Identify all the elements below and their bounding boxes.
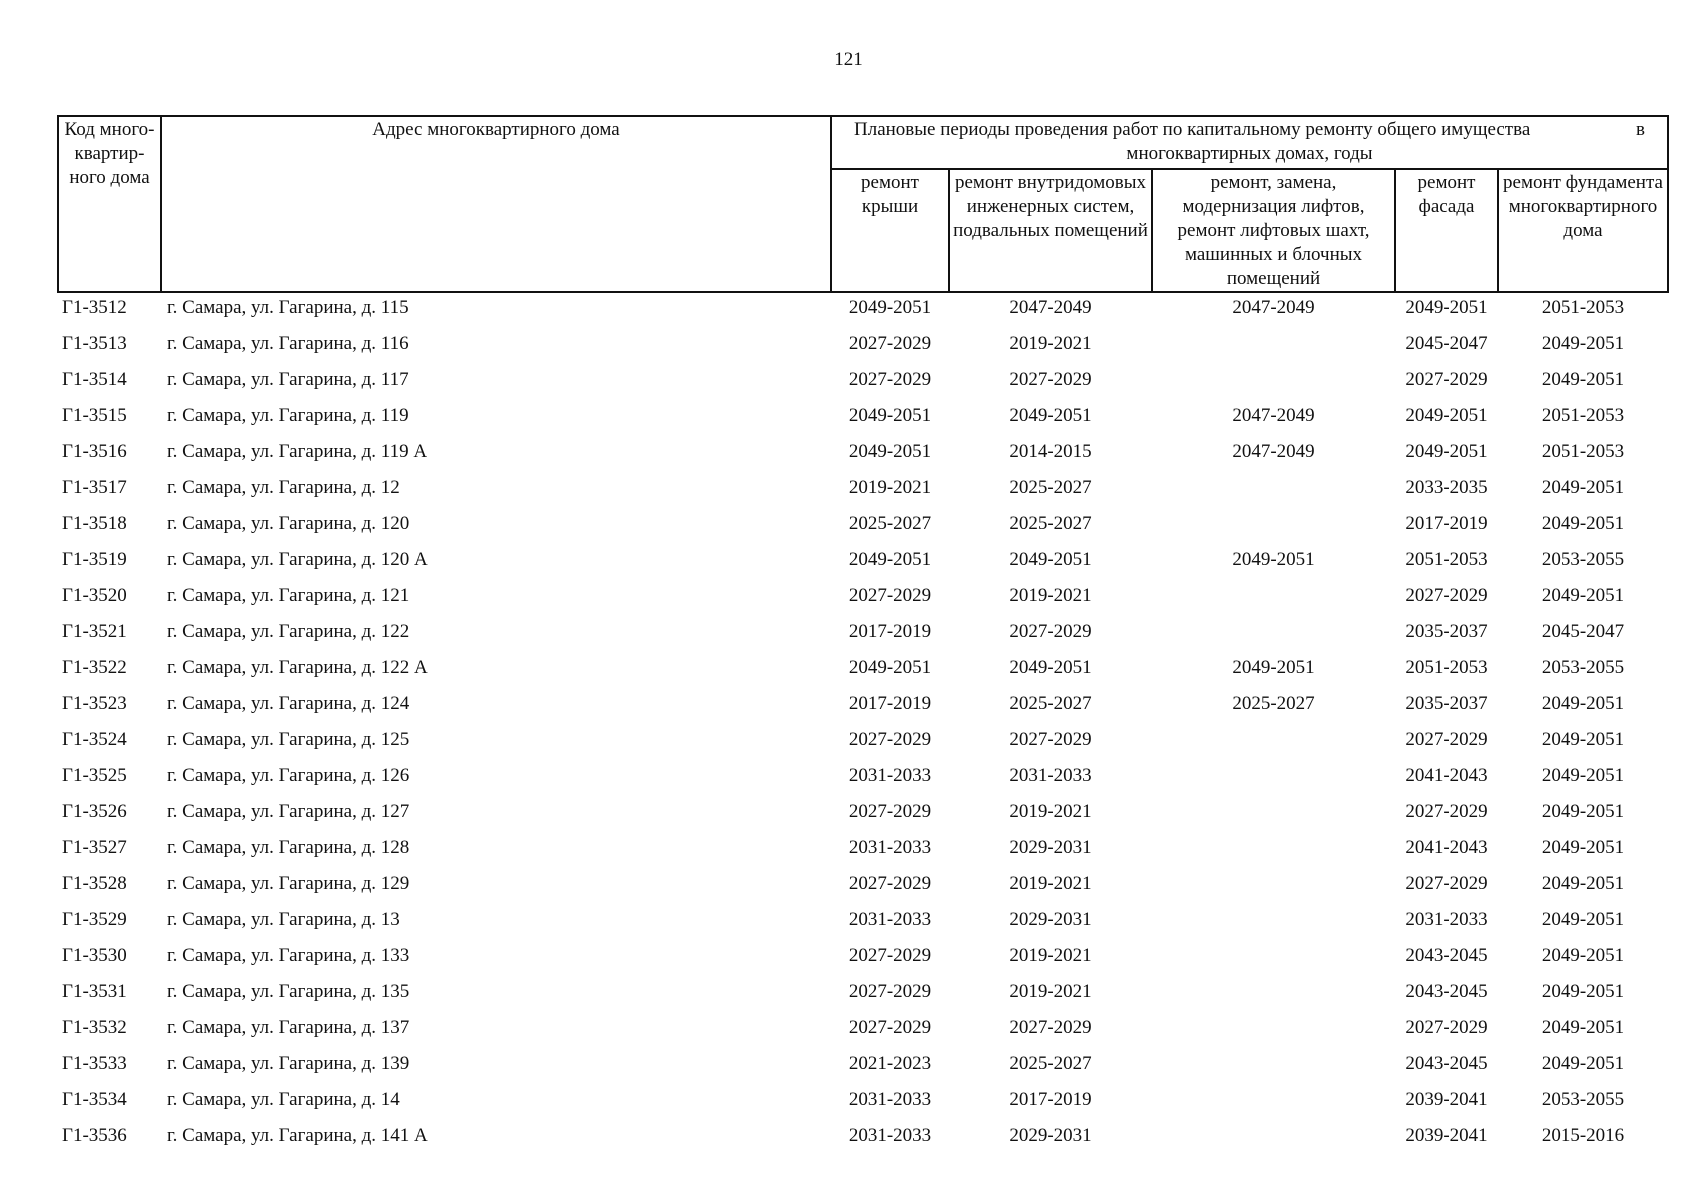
cell-address: г. Самара, ул. Гагарина, д. 124 — [167, 693, 410, 714]
header-elevators: ремонт, замена, модернизация лифтов, ремонт лифтовых шахт, машинных и блочных помещений — [1152, 169, 1395, 292]
cell-roof-period: 2027-2029 — [848, 981, 932, 1002]
cell-foundation-period: 2049-2051 — [1541, 765, 1625, 786]
header-roof: ремонт крыши — [831, 169, 949, 292]
cell-code: Г1-3530 — [62, 945, 127, 966]
cell-roof-period: 2027-2029 — [848, 729, 932, 750]
cell-code: Г1-3525 — [62, 765, 127, 786]
cell-roof-period: 2027-2029 — [848, 369, 932, 390]
cell-engineering-period: 2025-2027 — [1009, 513, 1092, 534]
cell-facade-period: 2039-2041 — [1405, 1125, 1488, 1146]
cell-foundation-period: 2049-2051 — [1541, 693, 1625, 714]
header-planned-periods — [831, 116, 1668, 169]
page-number: 121 — [834, 49, 863, 70]
cell-address: г. Самара, ул. Гагарина, д. 127 — [167, 801, 410, 822]
cell-elevators-period: 2047-2049 — [1232, 405, 1315, 426]
table-row — [58, 725, 1668, 761]
cell-foundation-period: 2051-2053 — [1541, 297, 1625, 318]
cell-elevators-period: 2047-2049 — [1232, 441, 1315, 462]
table-row — [58, 833, 1668, 869]
cell-engineering-period: 2049-2051 — [1009, 657, 1092, 678]
header-address: Адрес многоквартирного дома — [161, 116, 831, 292]
cell-facade-period: 2039-2041 — [1405, 1089, 1488, 1110]
cell-foundation-period: 2049-2051 — [1541, 837, 1625, 858]
cell-elevators-period — [1152, 617, 1395, 653]
cell-facade-period: 2045-2047 — [1405, 333, 1488, 354]
cell-code: Г1-3512 — [62, 297, 127, 318]
cell-address: г. Самара, ул. Гагарина, д. 133 — [167, 945, 410, 966]
cell-engineering-period: 2019-2021 — [1009, 585, 1092, 606]
table-header — [58, 116, 1668, 292]
cell-facade-period: 2027-2029 — [1405, 801, 1488, 822]
table-row — [58, 617, 1668, 653]
cell-elevators-period — [1152, 1049, 1395, 1085]
cell-engineering-period: 2019-2021 — [1009, 333, 1092, 354]
table-row — [58, 581, 1668, 617]
cell-engineering-period: 2029-2031 — [1009, 909, 1092, 930]
cell-foundation-period: 2015-2016 — [1541, 1125, 1625, 1146]
cell-roof-period: 2049-2051 — [848, 405, 932, 426]
cell-foundation-period: 2049-2051 — [1541, 873, 1625, 894]
cell-address: г. Самара, ул. Гагарина, д. 14 — [167, 1089, 400, 1110]
cell-facade-period: 2041-2043 — [1405, 837, 1488, 858]
cell-roof-period: 2049-2051 — [848, 549, 932, 570]
cell-address: г. Самара, ул. Гагарина, д. 121 — [167, 585, 410, 606]
cell-foundation-period: 2053-2055 — [1541, 657, 1625, 678]
cell-address: г. Самара, ул. Гагарина, д. 115 — [167, 297, 409, 318]
cell-facade-period: 2027-2029 — [1405, 873, 1488, 894]
cell-elevators-period — [1152, 509, 1395, 545]
cell-roof-period: 2027-2029 — [848, 801, 932, 822]
cell-code: Г1-3520 — [62, 585, 127, 606]
cell-address: г. Самара, ул. Гагарина, д. 120 — [167, 513, 410, 534]
header-foundation: ремонт фундамента многоквартирного дома — [1498, 169, 1668, 292]
cell-foundation-period: 2049-2051 — [1541, 909, 1625, 930]
cell-engineering-period: 2025-2027 — [1009, 477, 1092, 498]
cell-facade-period: 2027-2029 — [1405, 369, 1488, 390]
cell-facade-period: 2017-2019 — [1405, 513, 1488, 534]
cell-code: Г1-3513 — [62, 333, 127, 354]
cell-facade-period: 2027-2029 — [1405, 585, 1488, 606]
table-row — [58, 977, 1668, 1013]
cell-elevators-period — [1152, 797, 1395, 833]
table-row — [58, 941, 1668, 977]
cell-address: г. Самара, ул. Гагарина, д. 122 — [167, 621, 410, 642]
table-row — [58, 653, 1668, 689]
cell-foundation-period: 2049-2051 — [1541, 585, 1625, 606]
cell-foundation-period: 2049-2051 — [1541, 1053, 1625, 1074]
header-code: Код много-квартир-ного дома — [58, 116, 161, 292]
table-row — [58, 797, 1668, 833]
table-row — [58, 473, 1668, 509]
cell-roof-period: 2049-2051 — [848, 441, 932, 462]
table-row — [58, 1121, 1668, 1157]
cell-foundation-period: 2051-2053 — [1541, 405, 1625, 426]
cell-elevators-period — [1152, 329, 1395, 365]
cell-code: Г1-3532 — [62, 1017, 127, 1038]
cell-engineering-period: 2025-2027 — [1009, 1053, 1092, 1074]
cell-roof-period: 2017-2019 — [848, 693, 932, 714]
header-periods-line1-tail: в — [1636, 119, 1645, 140]
cell-facade-period: 2051-2053 — [1405, 549, 1488, 570]
cell-facade-period: 2035-2037 — [1405, 693, 1488, 714]
cell-foundation-period: 2049-2051 — [1541, 1017, 1625, 1038]
cell-engineering-period: 2029-2031 — [1009, 837, 1092, 858]
cell-engineering-period: 2049-2051 — [1009, 405, 1092, 426]
cell-address: г. Самара, ул. Гагарина, д. 141 А — [167, 1125, 428, 1146]
table-row — [58, 329, 1668, 365]
table-row — [58, 869, 1668, 905]
cell-elevators-period — [1152, 761, 1395, 797]
cell-facade-period: 2027-2029 — [1405, 1017, 1488, 1038]
cell-engineering-period: 2047-2049 — [1009, 297, 1092, 318]
table-row — [58, 365, 1668, 401]
cell-address: г. Самара, ул. Гагарина, д. 125 — [167, 729, 410, 750]
cell-engineering-period: 2029-2031 — [1009, 1125, 1092, 1146]
cell-engineering-period: 2049-2051 — [1009, 549, 1092, 570]
cell-engineering-period: 2031-2033 — [1009, 765, 1092, 786]
cell-address: г. Самара, ул. Гагарина, д. 137 — [167, 1017, 410, 1038]
cell-roof-period: 2027-2029 — [848, 945, 932, 966]
cell-engineering-period: 2027-2029 — [1009, 369, 1092, 390]
header-periods-line2: многоквартирных домах, годы — [1126, 143, 1373, 164]
table-row — [58, 1085, 1668, 1121]
cell-engineering-period: 2017-2019 — [1009, 1089, 1092, 1110]
cell-elevators-period — [1152, 941, 1395, 977]
cell-code: Г1-3515 — [62, 405, 127, 426]
table-row — [58, 437, 1668, 473]
cell-roof-period: 2031-2033 — [848, 1089, 932, 1110]
cell-code: Г1-3528 — [62, 873, 127, 894]
cell-roof-period: 2049-2051 — [848, 657, 932, 678]
cell-elevators-period: 2025-2027 — [1232, 693, 1315, 714]
header-engineering: ремонт внутридомовых инженерных систем, подвальных помещений — [949, 169, 1152, 292]
cell-roof-period: 2031-2033 — [848, 909, 932, 930]
cell-code: Г1-3519 — [62, 549, 127, 570]
cell-facade-period: 2041-2043 — [1405, 765, 1488, 786]
cell-engineering-period: 2019-2021 — [1009, 981, 1092, 1002]
cell-elevators-period — [1152, 473, 1395, 509]
cell-engineering-period: 2019-2021 — [1009, 945, 1092, 966]
table-row — [58, 401, 1668, 437]
cell-code: Г1-3522 — [62, 657, 127, 678]
table-row — [58, 689, 1668, 725]
cell-foundation-period: 2049-2051 — [1541, 333, 1625, 354]
table-body — [58, 292, 1668, 1157]
cell-roof-period: 2027-2029 — [848, 333, 932, 354]
cell-roof-period: 2025-2027 — [848, 513, 932, 534]
cell-elevators-period: 2047-2049 — [1232, 297, 1315, 318]
cell-facade-period: 2033-2035 — [1405, 477, 1488, 498]
cell-elevators-period — [1152, 833, 1395, 869]
cell-roof-period: 2031-2033 — [848, 837, 932, 858]
cell-elevators-period — [1152, 1085, 1395, 1121]
cell-elevators-period: 2049-2051 — [1232, 549, 1315, 570]
table-row — [58, 1049, 1668, 1085]
cell-elevators-period — [1152, 581, 1395, 617]
header-facade: ремонт фасада — [1395, 169, 1498, 292]
cell-address: г. Самара, ул. Гагарина, д. 135 — [167, 981, 410, 1002]
cell-elevators-period — [1152, 905, 1395, 941]
cell-code: Г1-3518 — [62, 513, 127, 534]
cell-engineering-period: 2019-2021 — [1009, 801, 1092, 822]
cell-foundation-period: 2053-2055 — [1541, 1089, 1625, 1110]
cell-elevators-period — [1152, 1121, 1395, 1157]
cell-foundation-period: 2045-2047 — [1541, 621, 1625, 642]
cell-code: Г1-3523 — [62, 693, 127, 714]
cell-elevators-period — [1152, 1013, 1395, 1049]
cell-facade-period: 2027-2029 — [1405, 729, 1488, 750]
cell-foundation-period: 2049-2051 — [1541, 801, 1625, 822]
cell-facade-period: 2051-2053 — [1405, 657, 1488, 678]
header-periods-line1: Плановые периоды проведения работ по капитальному ремонту общего имущества — [854, 119, 1531, 140]
cell-address: г. Самара, ул. Гагарина, д. 129 — [167, 873, 410, 894]
cell-roof-period: 2017-2019 — [848, 621, 932, 642]
capital-repair-table — [57, 115, 1669, 1157]
cell-engineering-period: 2014-2015 — [1009, 441, 1092, 462]
cell-facade-period: 2049-2051 — [1405, 297, 1488, 318]
cell-elevators-period — [1152, 725, 1395, 761]
cell-foundation-period: 2049-2051 — [1541, 729, 1625, 750]
cell-code: Г1-3517 — [62, 477, 127, 498]
cell-code: Г1-3526 — [62, 801, 127, 822]
cell-facade-period: 2043-2045 — [1405, 981, 1488, 1002]
cell-address: г. Самара, ул. Гагарина, д. 126 — [167, 765, 410, 786]
cell-engineering-period: 2025-2027 — [1009, 693, 1092, 714]
cell-code: Г1-3534 — [62, 1089, 127, 1110]
cell-facade-period: 2043-2045 — [1405, 945, 1488, 966]
cell-foundation-period: 2051-2053 — [1541, 441, 1625, 462]
cell-engineering-period: 2027-2029 — [1009, 1017, 1092, 1038]
cell-address: г. Самара, ул. Гагарина, д. 116 — [167, 333, 409, 354]
table-row — [58, 761, 1668, 797]
cell-address: г. Самара, ул. Гагарина, д. 13 — [167, 909, 400, 930]
cell-facade-period: 2049-2051 — [1405, 405, 1488, 426]
cell-facade-period: 2035-2037 — [1405, 621, 1488, 642]
cell-address: г. Самара, ул. Гагарина, д. 12 — [167, 477, 400, 498]
cell-foundation-period: 2049-2051 — [1541, 513, 1625, 534]
cell-code: Г1-3514 — [62, 369, 127, 390]
cell-code: Г1-3527 — [62, 837, 127, 858]
table-row — [58, 1013, 1668, 1049]
cell-engineering-period: 2027-2029 — [1009, 729, 1092, 750]
cell-elevators-period — [1152, 365, 1395, 401]
cell-address: г. Самара, ул. Гагарина, д. 120 А — [167, 549, 428, 570]
cell-roof-period: 2027-2029 — [848, 873, 932, 894]
cell-foundation-period: 2049-2051 — [1541, 369, 1625, 390]
cell-facade-period: 2043-2045 — [1405, 1053, 1488, 1074]
cell-facade-period: 2049-2051 — [1405, 441, 1488, 462]
cell-code: Г1-3524 — [62, 729, 127, 750]
cell-roof-period: 2021-2023 — [848, 1053, 932, 1074]
table-row — [58, 545, 1668, 581]
cell-foundation-period: 2049-2051 — [1541, 945, 1625, 966]
cell-roof-period: 2031-2033 — [848, 1125, 932, 1146]
cell-code: Г1-3529 — [62, 909, 127, 930]
cell-elevators-period — [1152, 869, 1395, 905]
cell-roof-period: 2027-2029 — [848, 1017, 932, 1038]
table-row — [58, 509, 1668, 545]
cell-foundation-period: 2049-2051 — [1541, 477, 1625, 498]
cell-code: Г1-3533 — [62, 1053, 127, 1074]
cell-facade-period: 2031-2033 — [1405, 909, 1488, 930]
cell-roof-period: 2031-2033 — [848, 765, 932, 786]
cell-elevators-period — [1152, 977, 1395, 1013]
cell-code: Г1-3536 — [62, 1125, 127, 1146]
cell-roof-period: 2049-2051 — [848, 297, 932, 318]
cell-foundation-period: 2053-2055 — [1541, 549, 1625, 570]
cell-address: г. Самара, ул. Гагарина, д. 128 — [167, 837, 410, 858]
cell-code: Г1-3516 — [62, 441, 127, 462]
cell-engineering-period: 2027-2029 — [1009, 621, 1092, 642]
cell-foundation-period: 2049-2051 — [1541, 981, 1625, 1002]
cell-roof-period: 2027-2029 — [848, 585, 932, 606]
cell-code: Г1-3531 — [62, 981, 127, 1002]
cell-address: г. Самара, ул. Гагарина, д. 122 А — [167, 657, 428, 678]
cell-address: г. Самара, ул. Гагарина, д. 119 — [167, 405, 409, 426]
cell-elevators-period: 2049-2051 — [1232, 657, 1315, 678]
cell-address: г. Самара, ул. Гагарина, д. 117 — [167, 369, 409, 390]
cell-address: г. Самара, ул. Гагарина, д. 119 А — [167, 441, 428, 462]
cell-roof-period: 2019-2021 — [848, 477, 932, 498]
cell-address: г. Самара, ул. Гагарина, д. 139 — [167, 1053, 410, 1074]
table-row — [58, 292, 1668, 329]
table-row — [58, 905, 1668, 941]
cell-code: Г1-3521 — [62, 621, 127, 642]
cell-engineering-period: 2019-2021 — [1009, 873, 1092, 894]
